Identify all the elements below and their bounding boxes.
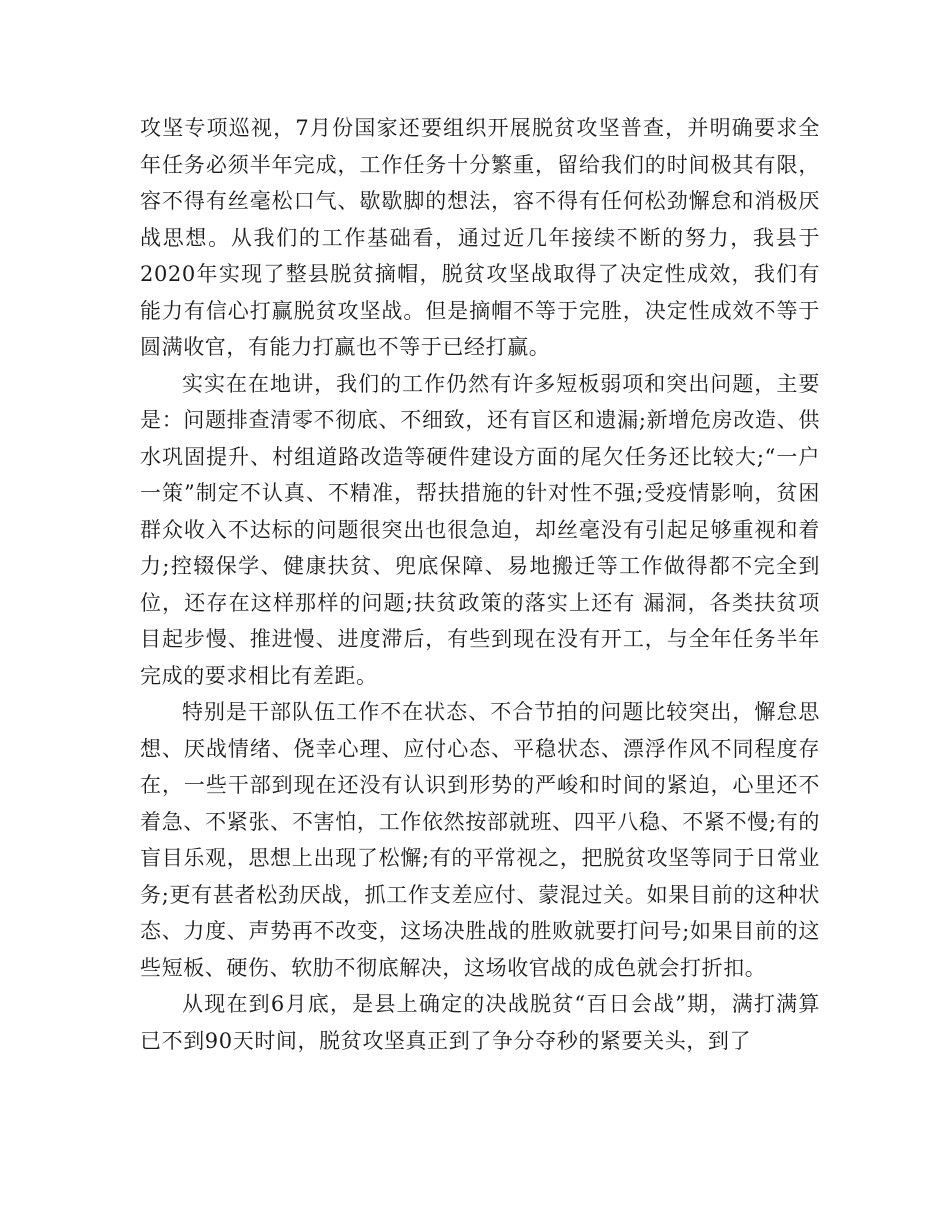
paragraph-1: 攻坚专项巡视，7月份国家还要组织开展脱贫攻坚普查，并明确要求全年任务必须半年完成，工作任务十分繁重，留给我们的时间极其有限，容不得有丝毫松口气、歇歇脚的想法，容不得有任何松劲懈怠和消极厌战思想。从我们的工作基础看，通过近几年接续不断的努力，我县于2020年实现了整县脱贫摘帽，脱贫攻坚战取得了决定性成效，我们有能力有信心打赢脱贫攻坚战。但是摘帽不等于完胜，决定性成效不等于圆满收官，有能力打赢也不等于已经打赢。 bbox=[140, 116, 820, 359]
paragraph-2: 实实在在地讲，我们的工作仍然有许多短板弱项和突出问题，主要是：问题排查清零不彻底、不细致，还有盲区和遗漏;新增危房改造、供水巩固提升、村组道路改造等硬件建设方面的尾欠任务还比较大;“一户一策”制定不认真、不精准，帮扶措施的针对性不强;受疫情影响，贫困群众收入不达标的问题很突出也很急迫，却丝毫没有引起足够重视和着力;控辍保学、健康扶贫、兜底保障、易地搬迁等工作做得都不完全到位，还存在这样那样的问题;扶贫政策的落实上还有 漏洞，各类扶贫项目起步慢、推进慢、进度滞后，有些到现在没有开工，与全年任务半年完成的要求相比有差距。 bbox=[140, 371, 820, 688]
paragraph-4: 从现在到6月底，是县上确定的决战脱贫“百日会战”期，满打满算已不到90天时间，脱贫攻坚真正到了争分夺秒的紧要关头，到了 bbox=[140, 992, 820, 1053]
paragraph-3: 特别是干部队伍工作不在状态、不合节拍的问题比较突出，懈怠思想、厌战情绪、侥幸心理、应付心态、平稳状态、漂浮作风不同程度存在，一些干部到现在还没有认识到形势的严峻和时间的紧迫，心里还不着急、不紧张、不害怕，工作依然按部就班、四平八稳、不紧不慢;有的盲目乐观，思想上出现了松懈;有的平常视之，把脱贫攻坚等同于日常业务;更有甚者松劲厌战，抓工作支差应付、蒙混过关。如果目前的这种状态、力度、声势再不改变，这场决胜战的胜败就要打问号;如果目前的这些短板、硬伤、软肋不彻底解决，这场收官战的成色就会打折扣。 bbox=[140, 700, 820, 980]
document-body bbox=[140, 110, 820, 1059]
